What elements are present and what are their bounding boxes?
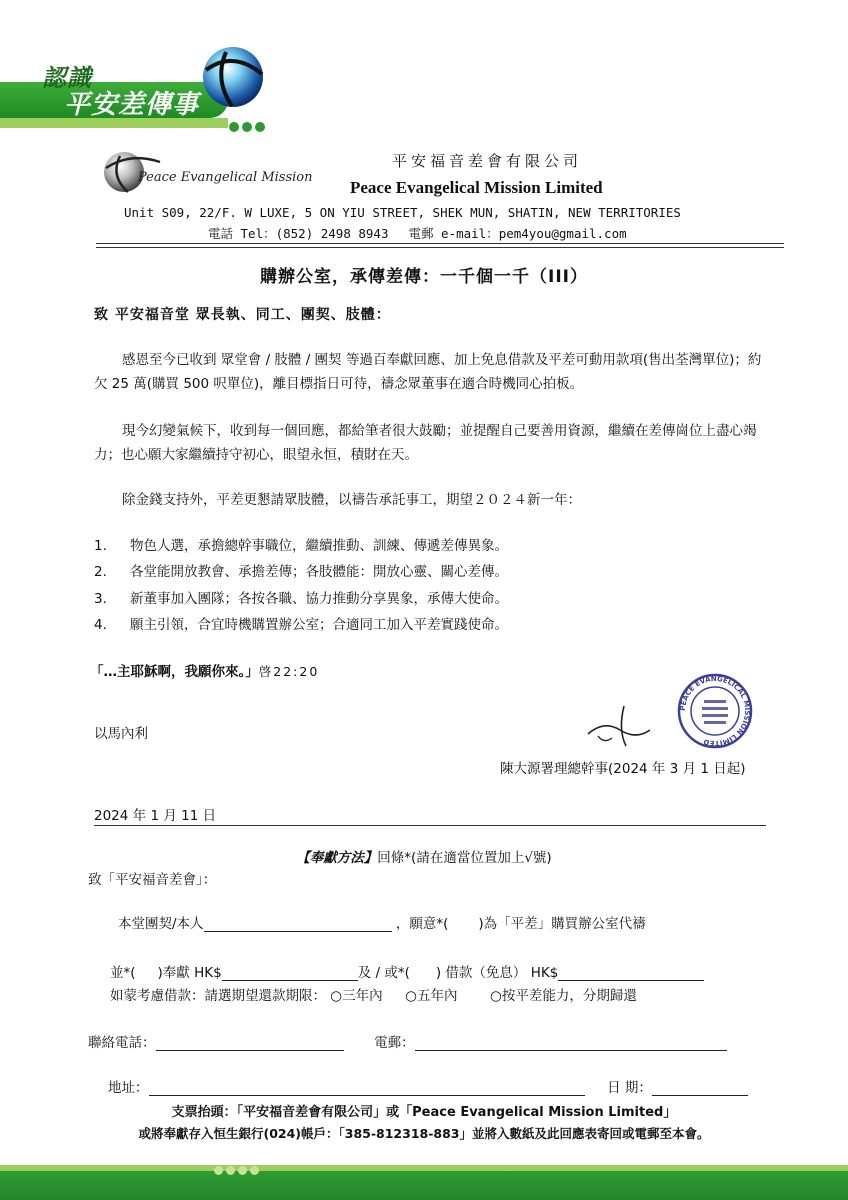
list-item-text: 願主引領，合宜時機購置辦公室；合適同工加入平差實踐使命。 — [130, 617, 508, 633]
radio-three-years[interactable]: ○三年內 — [330, 988, 383, 1004]
donation-label: )奉獻 HK$ — [157, 965, 222, 981]
letter-date: 2024 年 1 月 11 日 — [94, 808, 217, 824]
dot-icon — [255, 122, 265, 132]
radio-installments[interactable]: ○按平差能力，分期歸還 — [490, 988, 637, 1004]
banner-title-large: 平安差傳事 — [64, 90, 200, 120]
list-item-text: 物色人選，承擔總幹事職位，繼續推動、訓練、傳遞差傳異象。 — [130, 538, 508, 554]
org-contact: 電話 Tel：(852) 2498 8943 電郵 e-mail：pem4you@gmail.com — [208, 226, 627, 241]
dot-icon — [226, 1166, 235, 1175]
dot-icon — [238, 1166, 247, 1175]
paragraph-2: 現今幻變氣候下，收到每一個回應，都給筆者很大鼓勵；並提醒自己要善用資源，繼續在差傳崗位上盡心竭力；也心願大家繼續持守初心，眼望永恒，積財在天。 — [94, 423, 757, 463]
and-label: 並*( — [110, 965, 136, 981]
list-item-number: 2. — [94, 564, 107, 580]
repayment-label: 如蒙考慮借款：請選期望還款期限： — [110, 988, 326, 1004]
dot-icon — [250, 1166, 259, 1175]
list-item — [94, 613, 508, 633]
logo-script-text: Peace Evangelical Mission — [138, 170, 313, 185]
form-title-text: 回條*(請在適當位置加上√號) — [377, 850, 552, 866]
paragraph-1: 感恩至今已收到 眾堂會 / 肢體 / 團契 等過百奉獻回應、加上免息借款及平差可動用款項(售出荃灣單位)；約欠 25 萬(購買 500 呎單位)，離目標指日可待，禱念眾董事在適合時機同心拍板。 — [94, 352, 762, 392]
cheque-payee-note: 支票抬頭：「平安福音差會有限公司」或「Peace Evangelical Mission Limited」 — [171, 1105, 677, 1120]
letterhead-divider-thin — [96, 247, 784, 248]
date-label: 日 期： — [607, 1080, 652, 1096]
list-item-number: 3. — [94, 591, 107, 607]
paragraph-3: 除金錢支持外，平差更懇請眾肢體，以禱告承託事工，期望２０２４新一年： — [122, 492, 581, 508]
form-row-donation — [110, 961, 704, 981]
form-row-contact — [88, 1031, 727, 1051]
list-item-text: 各堂能開放教會、承擔差傳；各肢體能：開放心靈、關心差傳。 — [130, 564, 508, 580]
donation-amount-field[interactable] — [222, 966, 358, 981]
dot-icon — [242, 122, 252, 132]
form-divider — [94, 825, 766, 826]
letter-recipient: 致 平安福音堂 眾長執、同工、團契、肢體： — [94, 307, 391, 323]
globe-logo-icon — [196, 40, 270, 114]
closing-greeting: 以馬內利 — [94, 726, 148, 742]
group-name-field[interactable] — [204, 917, 392, 932]
org-name-chinese: 平安福音差會有限公司 — [392, 152, 583, 170]
radio-five-years[interactable]: ○五年內 — [405, 988, 458, 1004]
willing-label: ，願意*( — [395, 916, 449, 932]
letter-title: 購辦公室，承傳差傳：一千個一千（III） — [260, 267, 588, 287]
company-seal — [676, 672, 754, 750]
option-label: 五年內 — [416, 988, 458, 1004]
list-item — [94, 560, 508, 580]
option-label: 三年內 — [342, 988, 383, 1004]
date-field[interactable] — [652, 1081, 748, 1096]
footer-dots — [214, 1166, 259, 1175]
quote-reference: 啓22:20 — [258, 664, 320, 679]
address-field[interactable] — [149, 1081, 585, 1096]
quote-text: 「…主耶穌啊，我願你來。」 — [90, 664, 259, 680]
signer-name: 陳大源署理總幹事(2024 年 3 月 1 日起) — [500, 761, 746, 777]
email-field[interactable] — [415, 1036, 727, 1051]
org-address: Unit S09, 22/F. W LUXE, 5 ON YIU STREET, SHEK MUN, SHATIN, NEW TERRITORIES — [124, 205, 681, 220]
phone-label: 聯絡電話： — [88, 1035, 156, 1051]
address-label: 地址： — [108, 1080, 149, 1096]
andor-label: 及 / 或*( — [357, 965, 410, 981]
email-label: 電郵： — [374, 1035, 415, 1051]
group-label: 本堂團契/本人 — [118, 916, 204, 932]
handwritten-signature — [584, 700, 654, 750]
list-item — [94, 534, 508, 554]
seal-outer-text: PEACE EVANGELICAL MISSION LIMITED — [678, 674, 752, 748]
scripture-quote — [90, 660, 319, 680]
letterhead-divider — [96, 243, 784, 244]
list-item-number: 1. — [94, 538, 107, 554]
form-recipient: 致「平安福音差會」： — [88, 872, 217, 888]
dot-icon — [229, 122, 239, 132]
form-title — [0, 846, 848, 866]
form-row-prayer — [118, 912, 646, 932]
form-row-repayment — [110, 984, 637, 1004]
loan-amount-field[interactable] — [558, 966, 704, 981]
dot-icon — [214, 1166, 223, 1175]
org-name-english: Peace Evangelical Mission Limited — [350, 178, 603, 197]
form-row-address — [108, 1076, 748, 1096]
banner-title-small: 認識 — [42, 63, 92, 92]
loan-label: ) 借款（免息） HK$ — [435, 965, 559, 981]
bank-deposit-note: 或將奉獻存入恒生銀行(024)帳戶：「385-812318-883」並將入數紙及此回應表寄回或電郵至本會。 — [138, 1126, 710, 1141]
footer-band — [0, 1171, 848, 1200]
list-item-number: 4. — [94, 617, 107, 633]
option-label: 按平差能力，分期歸還 — [501, 988, 637, 1004]
prayer-label: )為「平差」購買辦公室代禱 — [478, 916, 646, 932]
form-title-emphasis: 【奉獻方法】 — [296, 850, 378, 866]
banner-dots — [229, 122, 265, 132]
phone-field[interactable] — [156, 1036, 344, 1051]
list-item-text: 新董事加入團隊；各按各職、協力推動分享異象，承傳大使命。 — [130, 591, 508, 607]
list-item — [94, 587, 508, 607]
